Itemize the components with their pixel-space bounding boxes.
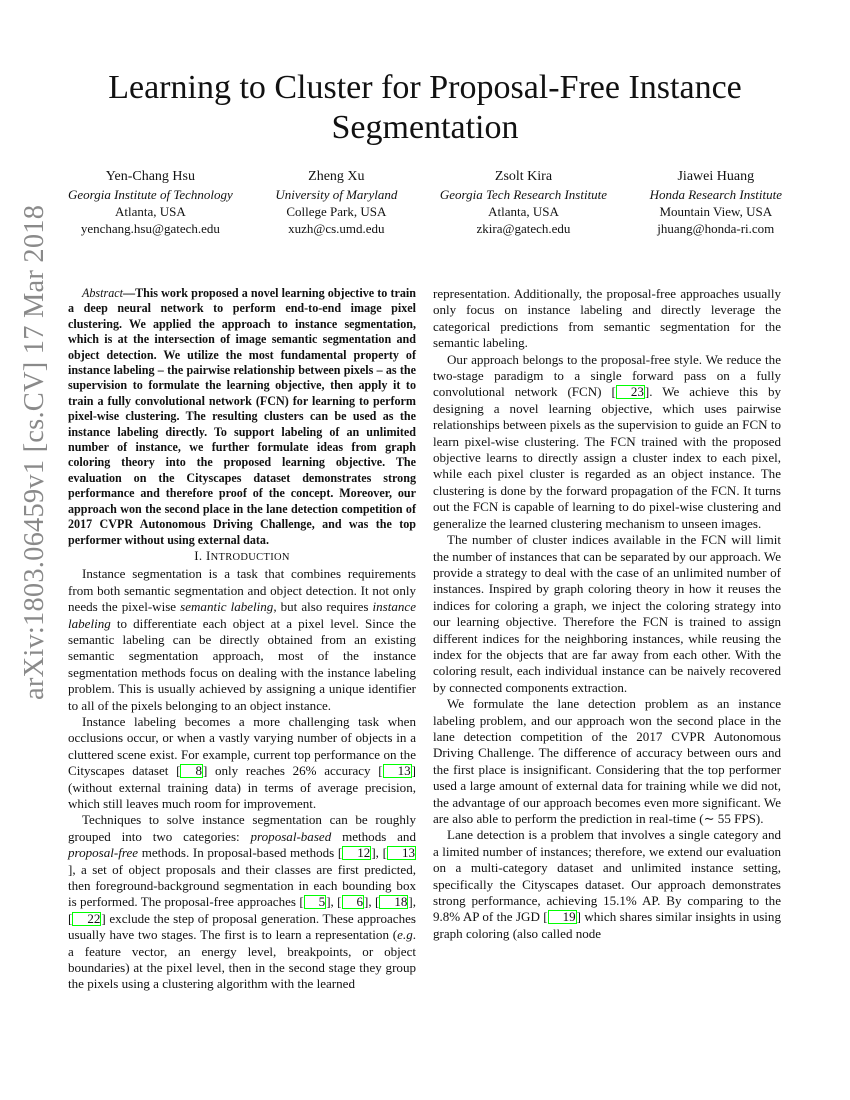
author-name: Zsolt Kira [494, 169, 553, 184]
paragraph: representation. Additionally, the proposal-free approaches usually only focus on instance labeling and directly leverage the categorical predictions from semantic segmentation for the semantic labeling. [433, 286, 781, 351]
paragraph: Lane detection is a problem that involves a single category and a limited number of instances; therefore, we extend our evaluation on a multi-category dataset and unlimited instance setting, specifically the Cityscapes dataset. Our approach demonstrates strong performance, achieving 15.1% AP. By comparing to the 9.8% AP of the JGD [ 19] which shares similar insights in using graph coloring (also called node [433, 827, 781, 941]
author-email[interactable]: zkira@gatech.edu [476, 221, 571, 236]
author-email[interactable]: yenchang.hsu@gatech.edu [80, 221, 220, 236]
author-email[interactable]: xuzh@cs.umd.edu [288, 221, 385, 236]
author-location: Atlanta, USA [115, 204, 186, 219]
author [275, 168, 397, 237]
author-name: Yen-Chang Hsu [105, 169, 195, 184]
abstract [68, 286, 416, 548]
abstract-dash: — [122, 286, 136, 300]
citation-link[interactable]: 18 [379, 895, 408, 909]
citation-link[interactable]: 6 [342, 895, 365, 909]
author [440, 168, 607, 237]
author-location: Mountain View, USA [659, 204, 773, 219]
right-column [433, 286, 781, 942]
citation-link[interactable]: 22 [72, 912, 101, 926]
author-affiliation: Georgia Tech Research Institute [439, 187, 608, 202]
citation-link[interactable]: 19 [548, 910, 577, 924]
section-heading: I. INTRODUCTION [194, 547, 290, 563]
citation-link[interactable]: 5 [304, 895, 327, 909]
paragraph: Instance segmentation is a task that combines requirements from both semantic segmentation and object detection. It not only needs the pixel-wise semantic labeling, but also requires instance labeling to differentiate each object at a pixel level. Since the semantic labeling can be directly obtained from an existing semantic segmentation approach, most of the instance segmentation methods focus on dealing with the instance labeling problem. This is usually achieved by assigning a unique identifier to all of the pixels belonging to an object instance. [68, 566, 416, 713]
author-name: Zheng Xu [308, 169, 365, 184]
author-email[interactable]: jhuang@honda-ri.com [657, 221, 775, 236]
paper-title: Learning to Cluster for Proposal-Free Instance Segmentation [108, 69, 742, 146]
citation-link[interactable]: 23 [616, 385, 645, 399]
author-affiliation: Georgia Institute of Technology [68, 187, 233, 202]
author-affiliation: Honda Research Institute [649, 187, 782, 202]
author-name: Jiawei Huang [677, 169, 755, 184]
citation-link[interactable]: 13 [383, 764, 412, 778]
author-affiliation: University of Maryland [275, 187, 398, 202]
emphasis: proposal-free [68, 845, 139, 861]
paragraph: We formulate the lane detection problem as an instance labeling problem, and our approach won the second place in the lane detection competition of the 2017 CVPR Autonomous Driving Challenge. The difference of accuracy between ours and the first place is insignificant. Considering that the top performer used a large amount of external data for training while we did not, the advantage of our approach becomes even more significant. We are also able to perform the prediction in real-time (∼ 55 FPS). [433, 696, 781, 826]
citation-link[interactable]: 13 [387, 846, 416, 860]
citation-link[interactable]: 12 [342, 846, 371, 860]
emphasis: e.g [397, 927, 413, 943]
arxiv-stamp: arXiv:1803.06459v1 [cs.CV] 17 Mar 2018 [19, 204, 50, 700]
emphasis: semantic labeling [180, 599, 274, 615]
author-location: College Park, USA [286, 204, 387, 219]
abstract-label: Abstract [82, 286, 123, 300]
paragraph: The number of cluster indices available in the FCN will limit the number of instances that can be separated by our approach. We provide a strategy to deal with the case of an unlimited number of instances. Inspired by graph coloring theory in how it reuses the indices for coloring a graph, we inject the coloring strategy into our learning objective. Therefore the FCN is trained to assign different indices for the neighboring instances, while reusing the index for the objects that are far away from each other. With the coloring result, each individual instance can be naively recovered by connected components extraction. [433, 532, 781, 695]
left-column [68, 286, 416, 993]
author-location: Atlanta, USA [488, 204, 559, 219]
paragraph: Instance labeling becomes a more challenging task when occlusions occur, or when a vastly varying number of objects in a cluttered scene exist. For example, current top performance on the Cityscapes dataset [ 8] only reaches 26% accuracy [ 13] (without external training data) in terms of average precision, which still leaves much room for improvement. [68, 713, 416, 811]
emphasis: proposal-based [250, 828, 332, 844]
author [68, 168, 233, 237]
author-block [68, 168, 782, 237]
author [650, 168, 782, 237]
abstract-text: This work proposed a novel learning objective to train a deep neural network to perform end-to-end image pixel clustering. We applied the approach to instance segmentation, which is at the intersection of image semantic segmentation and object detection. We utilize the most fundamental property of instance labeling – the pairwise relationship between pixels – as the supervision to formulate the learning objective, then apply it to train a fully convolutional network (FCN) for learning to perform pixel-wise clustering. The resulting clusters can be used as the instance labeling directly. To support labeling of an unlimited number of instance, we further formulate ideas from graph coloring theory into the proposed learning objective. The evaluation on the Cityscapes dataset demonstrates strong performance and therefore proof of the concept. Moreover, our approach won the second place in the lane detection competition of 2017 CVPR Autonomous Driving Challenge, and was the top performer without using external data. [68, 286, 416, 547]
citation-link[interactable]: 8 [180, 764, 203, 778]
paragraph: Techniques to solve instance segmentation can be roughly grouped into two categories: proposal-based methods and proposal-free methods. In proposal-based methods [ 12], [ 13], a set of object proposals and their classes are first predicted, then foreground-background segmentation in each bounding box is performed. The proposal-free approaches [ 5], [ 6], [ 18], [ 22] exclude the step of proposal generation. These approaches usually have two stages. The first is to learn a representation (e.g. a feature vector, an energy level, breakpoints, or object boundaries) at the pixel level, then in the second stage they group the pixels using a clustering algorithm with the learned [68, 812, 417, 992]
paragraph: Our approach belongs to the proposal-free style. We reduce the two-stage paradigm to a single forward pass on a fully convolutional network (FCN) [ 23]. We achieve this by designing a novel learning objective, which uses pairwise relationships between pixels as the supervision to guide an FCN to learn pixel-wise clustering. The FCN trained with the proposed objective learns to directly assign a cluster index to each pixel, while each pixel cluster is regarded as an object instance. The clustering is done by the forward propagation of the FCN. It turns out the FCN is capable of learning to do pixel-wise clustering and generalize the learned clustering mechanism to unseen images. [433, 351, 781, 531]
emphasis: instance labeling [68, 599, 416, 631]
